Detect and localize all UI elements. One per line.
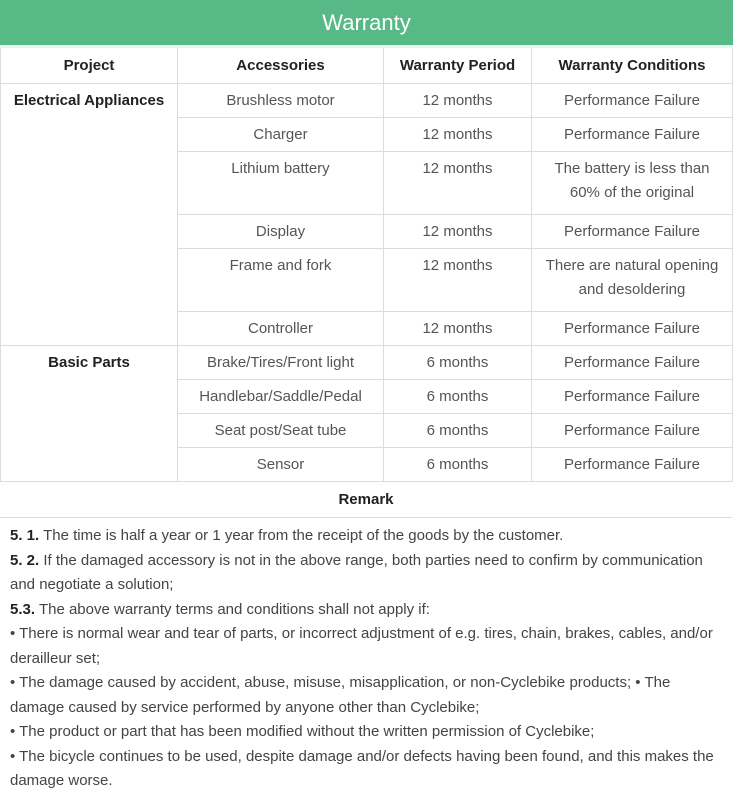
remark-bullet: • The product or part that has been modified without the written permission of Cyclebike; <box>10 723 595 740</box>
remark-item-text: The time is half a year or 1 year from the receipt of the goods by the customer. <box>43 527 564 544</box>
remark-item <box>10 524 722 549</box>
period-cell: 6 months <box>384 414 532 448</box>
condition-cell: Performance Failure <box>532 84 733 118</box>
period-cell: 6 months <box>384 448 532 482</box>
condition-cell: The battery is less than 60% of the original <box>532 152 733 215</box>
column-header-accessories: Accessories <box>178 48 384 84</box>
accessory-cell: Display <box>178 215 384 249</box>
remark-body <box>0 518 732 794</box>
accessory-cell: Brushless motor <box>178 84 384 118</box>
period-cell: 12 months <box>384 152 532 215</box>
period-cell: 6 months <box>384 380 532 414</box>
condition-cell: Performance Failure <box>532 380 733 414</box>
project-cell: Basic Parts <box>1 346 178 482</box>
remark-heading: Remark <box>0 482 732 518</box>
project-cell: Electrical Appliances <box>1 84 178 346</box>
accessory-cell: Sensor <box>178 448 384 482</box>
period-cell: 12 months <box>384 215 532 249</box>
remark-bullet: • There is normal wear and tear of parts, or incorrect adjustment of e.g. tires, chain, brakes, cables, and/or derailleur set; <box>10 625 713 667</box>
condition-cell: Performance Failure <box>532 448 733 482</box>
column-header-warranty-conditions: Warranty Conditions <box>532 48 733 84</box>
period-cell: 12 months <box>384 84 532 118</box>
period-cell: 12 months <box>384 118 532 152</box>
remark-item-text: If the damaged accessory is not in the above range, both parties need to confirm by communication and negotiate a solution; <box>10 551 703 593</box>
condition-cell: Performance Failure <box>532 215 733 249</box>
table-header-row <box>1 48 733 84</box>
remark-item-number: 5.3. <box>10 600 36 618</box>
condition-cell: Performance Failure <box>532 118 733 152</box>
column-header-warranty-period: Warranty Period <box>384 48 532 84</box>
column-header-project: Project <box>1 48 178 84</box>
period-cell: 12 months <box>384 249 532 312</box>
remark-bullet: • The damage caused by accident, abuse, misuse, misapplication, or non-Cyclebike products; • The damage caused by service performed by anyone other than Cyclebike; <box>10 674 671 716</box>
condition-cell: Performance Failure <box>532 346 733 380</box>
accessory-cell: Charger <box>178 118 384 152</box>
remark-item-text: The above warranty terms and conditions shall not apply if: <box>38 600 430 618</box>
accessory-cell: Frame and fork <box>178 249 384 312</box>
table-row <box>1 84 733 118</box>
warranty-table <box>0 48 733 482</box>
remark-bullet: • The bicycle continues to be used, despite damage and/or defects having been found, and this makes the damage worse. <box>10 747 714 789</box>
accessory-cell: Brake/Tires/Front light <box>178 346 384 380</box>
accessory-cell: Lithium battery <box>178 152 384 215</box>
remark-item <box>10 598 722 623</box>
remark-item-number: 5. 2. <box>10 551 40 569</box>
condition-cell: There are natural opening and desoldering <box>532 249 733 312</box>
period-cell: 6 months <box>384 346 532 380</box>
table-row <box>1 346 733 380</box>
condition-cell: Performance Failure <box>532 312 733 346</box>
accessory-cell: Controller <box>178 312 384 346</box>
remark-item-number: 5. 1. <box>10 527 40 544</box>
page-title: Warranty <box>0 0 733 48</box>
accessory-cell: Handlebar/Saddle/Pedal <box>178 380 384 414</box>
condition-cell: Performance Failure <box>532 414 733 448</box>
remark-item <box>10 549 722 598</box>
period-cell: 12 months <box>384 312 532 346</box>
accessory-cell: Seat post/Seat tube <box>178 414 384 448</box>
